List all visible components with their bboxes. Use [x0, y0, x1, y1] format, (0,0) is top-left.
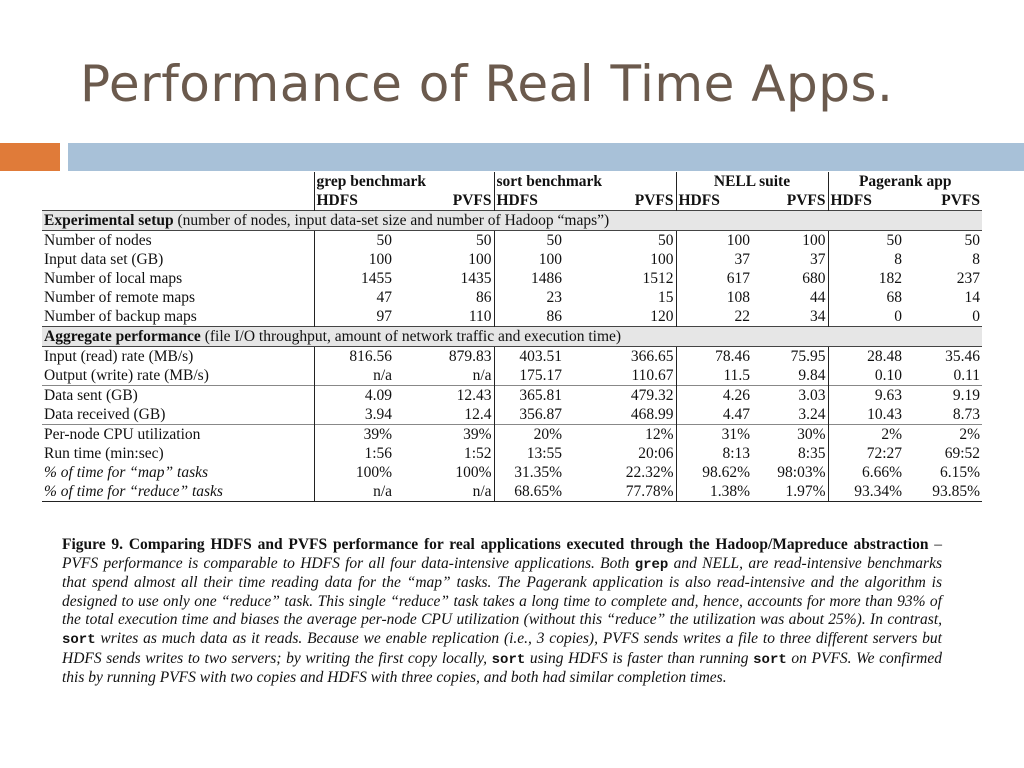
caption-code-grep: grep — [634, 556, 669, 573]
table-cell: 1435 — [460, 270, 492, 287]
group-header-label: benchmark — [522, 173, 602, 190]
table-cell: 15 — [658, 289, 674, 306]
table-cell: 0.10 — [828, 366, 904, 386]
table-cell: 72:27 — [828, 444, 904, 463]
table-cell: 108 — [676, 288, 752, 307]
row-label: Run time (min:sec) — [42, 444, 314, 463]
row-label: Input (read) rate (MB/s) — [42, 347, 314, 367]
table-cell: 9.63 — [828, 386, 904, 406]
table-cell: 403.51 — [494, 347, 564, 367]
table-cell: 37 — [810, 251, 826, 268]
results-table — [42, 172, 982, 502]
group-header-code: sort — [496, 173, 523, 190]
table-cell: 879.83 — [448, 348, 492, 365]
table-cell: 20% — [494, 425, 564, 445]
table-cell: 680 — [802, 270, 826, 287]
row-label: Data received (GB) — [42, 405, 314, 425]
table-cell: 11.5 — [676, 366, 752, 386]
column-group-header — [676, 172, 828, 191]
column-group-header — [828, 172, 982, 191]
group-header-label: benchmark — [346, 173, 427, 190]
column-group-header — [314, 172, 494, 191]
accent-bar-blue — [68, 143, 1024, 171]
table-cell: 44 — [810, 289, 826, 306]
table-cell: 23 — [494, 288, 564, 307]
table-cell: 22 — [676, 307, 752, 327]
table-cell: 479.32 — [564, 386, 676, 406]
table-cell: 182 — [828, 269, 904, 288]
table-cell: 100 — [650, 251, 674, 268]
table-cell: 816.56 — [349, 348, 392, 365]
table-cell: 1:56 — [364, 445, 392, 462]
table-cell: 0 — [828, 307, 904, 327]
group-header-code: grep — [316, 173, 347, 190]
table-cell: 98:03% — [777, 464, 826, 481]
table-cell: 3.94 — [364, 406, 392, 423]
table-cell: 1486 — [494, 269, 564, 288]
table-cell: 50 — [476, 232, 492, 249]
table-cell: 4.47 — [676, 405, 752, 425]
table-cell: 6.66% — [828, 463, 904, 482]
table-cell: 175.17 — [494, 366, 564, 386]
table-row — [42, 482, 982, 502]
table-cell: 12.4 — [464, 406, 492, 423]
slide-title: Performance of Real Time Apps. — [80, 55, 894, 113]
table-cell: 1.38% — [676, 482, 752, 502]
column-group-header — [494, 172, 676, 191]
table-cell: 86 — [494, 307, 564, 327]
table-row — [42, 307, 982, 327]
caption-code-sort: sort — [491, 651, 526, 668]
table-cell: 39% — [314, 425, 394, 445]
filesystem-header: PVFS — [941, 192, 980, 209]
table-cell: 75.95 — [790, 348, 826, 365]
caption-dash: – — [928, 536, 943, 553]
table-cell: 8 — [972, 251, 980, 268]
table-cell: n/a — [394, 482, 494, 502]
table-cell: 28.48 — [828, 347, 904, 367]
row-label: Input data set (GB) — [42, 250, 314, 269]
table-cell: 35.46 — [945, 348, 980, 365]
caption-text-1: PVFS performance is comparable to HDFS for all four data-intensive applications. Both — [62, 554, 635, 572]
caption-code-sort: sort — [753, 651, 787, 668]
table-cell: 50 — [828, 231, 904, 251]
row-label: Number of nodes — [42, 231, 314, 251]
table-cell: n/a — [373, 367, 392, 384]
table-cell: 1.97% — [752, 482, 828, 502]
filesystem-header: PVFS — [786, 192, 826, 209]
filesystem-header: HDFS — [676, 191, 752, 211]
table-cell: 34 — [810, 308, 826, 325]
filesystem-header: PVFS — [452, 192, 492, 209]
table-row — [42, 366, 982, 386]
table-cell: 1512 — [642, 270, 674, 287]
table-row — [42, 250, 982, 269]
table-cell: 22.32% — [625, 464, 674, 481]
table-cell: 237 — [956, 270, 980, 287]
caption-heading: Figure 9. Comparing HDFS and PVFS performance for real applications executed through the Hadoop/Mapreduce abstraction — [62, 536, 929, 553]
section-header-row — [42, 211, 982, 231]
table-cell: 31% — [676, 425, 752, 445]
table-cell: 4.26 — [676, 386, 752, 406]
table-cell: 93.34% — [828, 482, 904, 502]
table-row — [42, 405, 982, 425]
section-header-cell — [42, 211, 982, 231]
table-row — [42, 463, 982, 482]
table-cell: 31.35% — [494, 463, 564, 482]
caption-text-5: on PVFS. We confirmed this by running PVFS with two copies and HDFS with three copies, and both had similar completion times. — [62, 649, 943, 687]
table-cell: 356.87 — [494, 405, 564, 425]
table-cell: 14 — [964, 289, 980, 306]
table-cell: 98.62% — [676, 463, 752, 482]
table-cell: 68 — [828, 288, 904, 307]
table-cell: 100 — [368, 251, 392, 268]
table-header-groups — [42, 172, 982, 191]
table-cell: 39% — [394, 425, 494, 445]
table-row — [42, 347, 982, 367]
row-label: % of time for “reduce” tasks — [42, 482, 314, 502]
table-cell: 12% — [564, 425, 676, 445]
table-row — [42, 288, 982, 307]
table-cell: 8 — [828, 250, 904, 269]
table-cell: 50 — [658, 232, 674, 249]
table-cell: 6.15% — [939, 464, 980, 481]
table-cell: 78.46 — [676, 347, 752, 367]
table-cell: 10.43 — [828, 405, 904, 425]
row-label: Number of remote maps — [42, 288, 314, 307]
table-cell: 100% — [355, 464, 392, 481]
row-label: Data sent (GB) — [42, 386, 314, 406]
table-cell: 2% — [904, 425, 982, 445]
table-cell: 0 — [972, 308, 980, 325]
section-title: Experimental setup — [44, 212, 174, 229]
table-cell: 4.09 — [314, 386, 394, 406]
table-row — [42, 231, 982, 251]
row-label: Output (write) rate (MB/s) — [42, 366, 314, 386]
table-cell: 13:55 — [494, 444, 564, 463]
table-cell: 50 — [376, 232, 392, 249]
table-cell: 8.73 — [952, 406, 980, 423]
accent-bar-orange — [0, 143, 60, 171]
table-cell: 1:52 — [463, 445, 492, 462]
table-cell: 2% — [828, 425, 904, 445]
section-header-row — [42, 327, 982, 347]
figure-caption — [62, 536, 942, 688]
table-cell: n/a — [314, 482, 394, 502]
table-row — [42, 386, 982, 406]
table-header-fs — [42, 191, 982, 211]
table-cell: 120 — [650, 308, 674, 325]
section-description: (number of nodes, input data-set size and number of Hadoop “maps”) — [173, 212, 610, 229]
table-cell: 37 — [676, 250, 752, 269]
table-row — [42, 269, 982, 288]
section-title: Aggregate performance — [44, 328, 201, 345]
table-cell: 3.24 — [798, 406, 826, 423]
hdfs-pvfs-comparison-table — [42, 172, 982, 502]
table-cell: n/a — [472, 367, 492, 384]
table-cell: 110 — [468, 308, 492, 325]
table-cell: 100 — [676, 231, 752, 251]
row-label: Number of backup maps — [42, 307, 314, 327]
table-cell: 365.81 — [494, 386, 564, 406]
table-cell: 69:52 — [944, 445, 980, 462]
table-cell: 68.65% — [494, 482, 564, 502]
table-cell: 8:13 — [676, 444, 752, 463]
filesystem-header: HDFS — [828, 191, 904, 211]
table-cell: 100 — [802, 232, 826, 249]
table-cell: 1455 — [361, 270, 392, 287]
table-cell: 93.85% — [904, 482, 982, 502]
table-cell: 50 — [494, 231, 564, 251]
row-label: % of time for “map” tasks — [42, 463, 314, 482]
table-cell: 617 — [676, 269, 752, 288]
filesystem-header: PVFS — [634, 192, 674, 209]
filesystem-header: HDFS — [494, 191, 564, 211]
row-label: Number of local maps — [42, 269, 314, 288]
caption-text-4: using HDFS is faster than running — [525, 649, 754, 667]
table-cell: 468.99 — [630, 406, 674, 423]
header-corner-cell — [42, 172, 314, 191]
table-cell: 12.43 — [394, 386, 494, 406]
table-cell: 100% — [455, 464, 492, 481]
caption-text-3: writes as much data as it reads. Because we enable replication (i.e., 3 copies), PVFS sends writes a file to three different servers but HDFS sends writes to two servers; by writing the first copy locally, — [62, 629, 942, 667]
header-corner-cell — [42, 191, 314, 211]
table-cell: 9.84 — [798, 367, 826, 384]
table-cell: 47 — [376, 289, 392, 306]
table-cell: 0.11 — [953, 367, 980, 384]
table-cell: 30% — [752, 425, 828, 445]
table-cell: 110.67 — [631, 367, 674, 384]
table-cell: 366.65 — [630, 348, 674, 365]
caption-code-sort: sort — [62, 631, 96, 648]
table-cell: 100 — [494, 250, 564, 269]
caption-text-2: and NELL, are read-intensive benchmarks that spend almost all their time reading data for the “map” tasks. The Pagerank application is also read-intensive and the algorithm is designed to use only one “reduce” task. This single “reduce” task takes a long time to complete and, hence, accounts for more than 93% of the total execution time and biases the average per-node CPU utilization (without this “reduce” the utilization was about 25%). In contrast, — [62, 554, 942, 629]
table-cell: 20:06 — [638, 445, 674, 462]
table-row — [42, 425, 982, 445]
table-cell: 3.03 — [752, 386, 828, 406]
table-cell: 97 — [376, 308, 392, 325]
filesystem-header: HDFS — [316, 192, 358, 209]
row-label: Per-node CPU utilization — [42, 425, 314, 445]
table-cell: 50 — [964, 232, 980, 249]
table-cell: 77.78% — [564, 482, 676, 502]
group-header-label: NELL suite — [713, 173, 791, 190]
group-header-label: Pagerank app — [858, 173, 952, 190]
table-cell: 8:35 — [797, 445, 826, 462]
table-cell: 100 — [468, 251, 492, 268]
section-description: (file I/O throughput, amount of network traffic and execution time) — [200, 328, 622, 345]
table-cell: 9.19 — [904, 386, 982, 406]
section-header-cell — [42, 327, 982, 347]
table-cell: 86 — [476, 289, 492, 306]
table-row — [42, 444, 982, 463]
